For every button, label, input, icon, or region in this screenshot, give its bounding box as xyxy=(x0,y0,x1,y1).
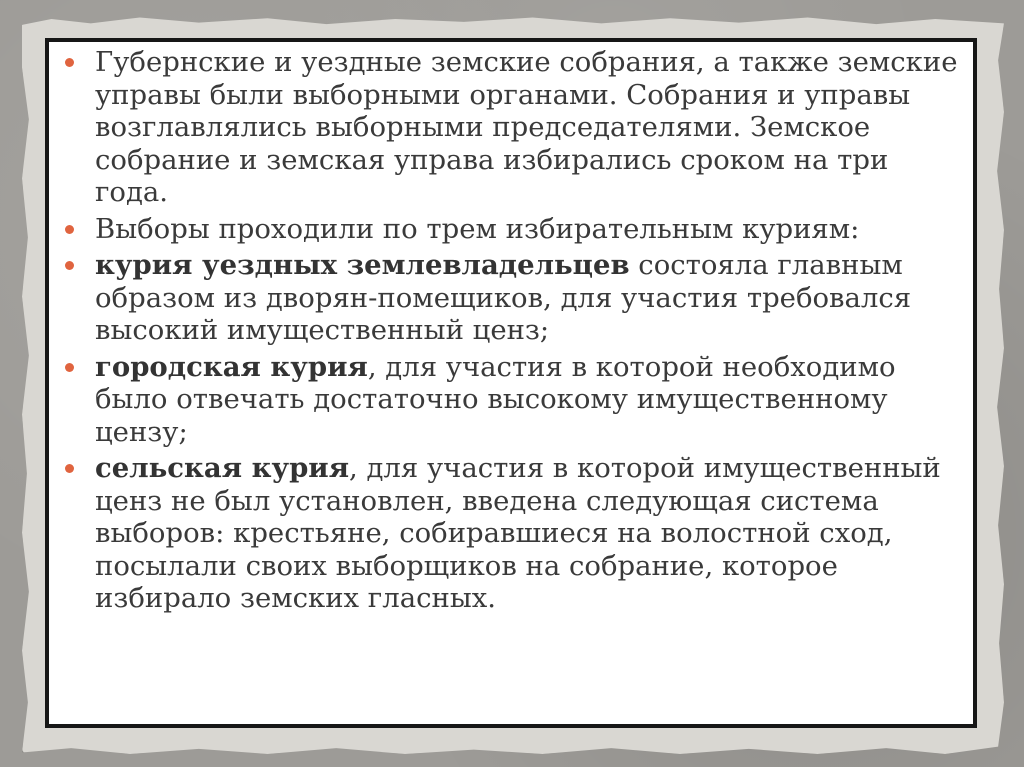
bullet-text: Губернские и уездные земские собрания, а также земские управы были выборными органами. Собрания и управы возглавлялись выборными председателями. Земское собрание и земская управа избирались сроком на три года. xyxy=(95,46,958,208)
slide-content xyxy=(95,46,967,619)
bullet-text: , для участия в которой имущественный ценз не был установлен, введена следующая система выборов: крестьяне, собиравшиеся на волостной сход, посылали своих выборщиков на собрание, которое избирало земских гласных. xyxy=(95,452,941,614)
bullet-dot-icon xyxy=(65,58,74,67)
bullet-dot-icon xyxy=(65,225,74,234)
bullet-item xyxy=(95,46,967,209)
bullet-dot-icon xyxy=(65,261,74,270)
bullet-item xyxy=(95,452,967,615)
bullet-text: , для участия в которой необходимо было отвечать достаточно высокому имущественному цензу; xyxy=(95,350,896,448)
bullet-dot-icon xyxy=(65,363,74,372)
bullet-text: Выборы проходили по трем избирательным куриям: xyxy=(95,212,860,245)
bullet-dot-icon xyxy=(65,464,74,473)
bullet-list xyxy=(95,46,967,615)
bullet-item xyxy=(95,213,967,246)
bullet-item xyxy=(95,351,967,449)
bullet-bold-text: курия уездных землевладельцев xyxy=(95,249,630,281)
bullet-text: состояла главным образом из дворян-помещиков, для участия требовался высокий имущественный ценз; xyxy=(95,249,912,346)
slide-frame xyxy=(45,38,977,728)
bullet-item xyxy=(95,249,967,347)
bullet-bold-text: сельская курия xyxy=(95,452,350,484)
bullet-bold-text: городская курия xyxy=(95,350,368,383)
